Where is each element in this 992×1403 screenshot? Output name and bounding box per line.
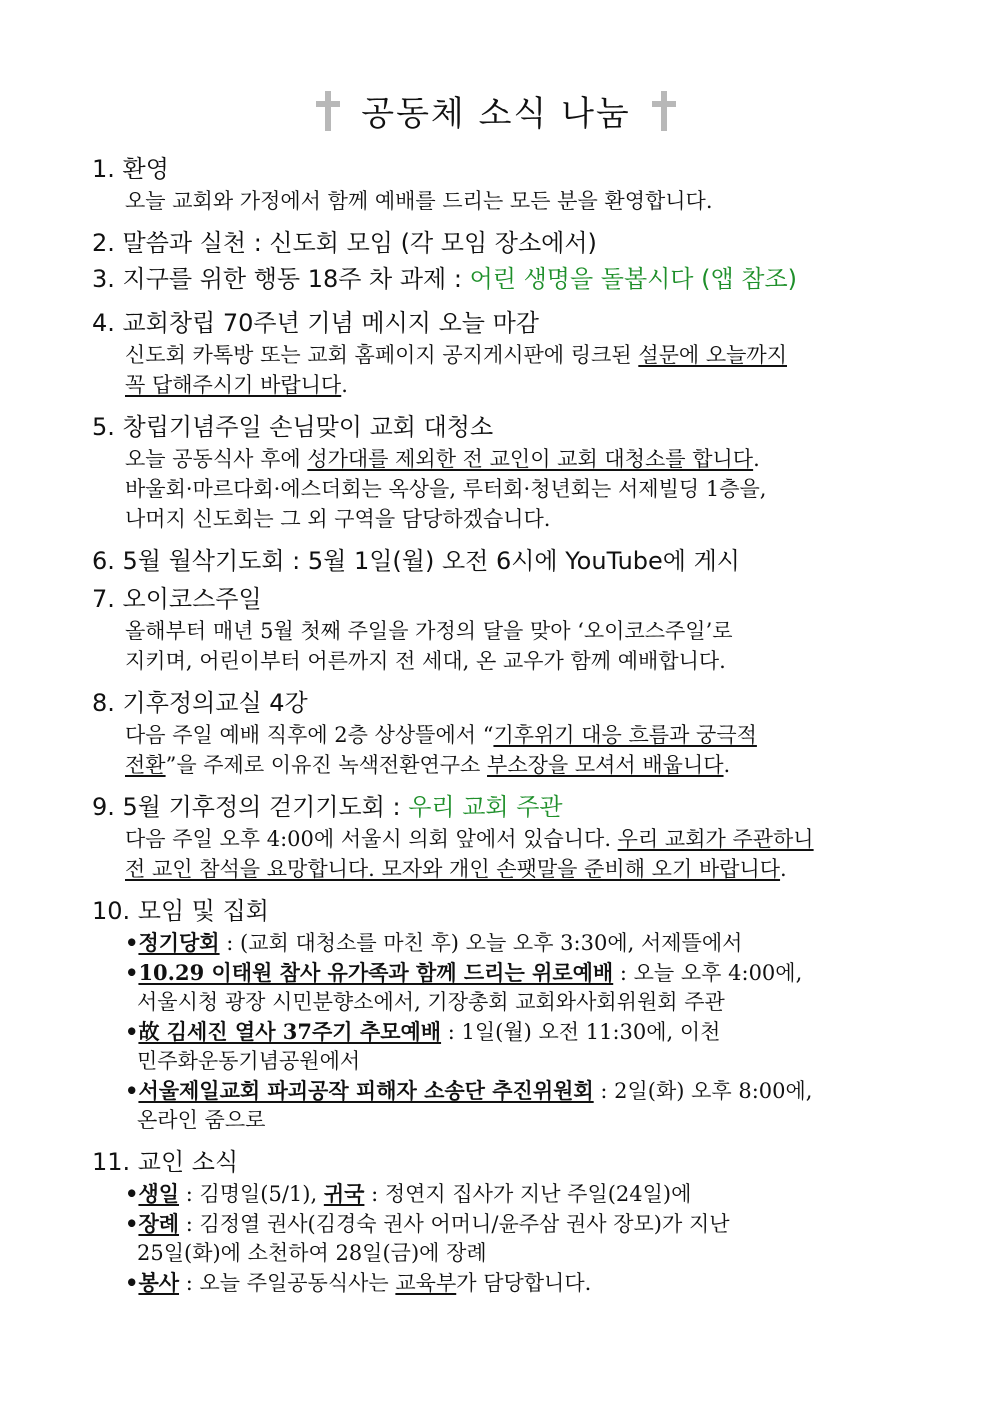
section-climate-class <box>92 686 902 780</box>
section-heading: 4. 교회창립 70주년 기념 메시지 오늘 마감 <box>92 309 539 337</box>
list-item: •봉사 : 오늘 주일공동식사는 교육부가 담당합니다. <box>125 1270 592 1295</box>
list-item: •서울제일교회 파괴공작 피해자 소송단 추진위원회 : 2일(화) 오후 8:00에, 온라인 줌으로 <box>125 1078 813 1132</box>
section-text: 다음 주일 예배 직후에 2층 상상뜰에서 “기후위기 대응 흐름과 궁극적 <box>125 723 757 747</box>
cross-icon <box>649 89 679 133</box>
section-heading: 9. 5월 기후정의 걷기기도회 : 우리 교회 주관 <box>92 793 563 821</box>
announcement-list <box>92 152 902 1308</box>
section-heading: 10. 모임 및 집회 <box>92 897 269 925</box>
section-heading: 3. 지구를 위한 행동 18주 차 과제 : 어린 생명을 돌봅시다 (앱 참조) <box>92 265 798 293</box>
section-heading: 8. 기후정의교실 4강 <box>92 689 308 717</box>
section-word-practice <box>92 226 902 260</box>
section-text: 다음 주일 오후 4:00에 서울시 의회 앞에서 있습니다. 우리 교회가 주관하니 <box>125 827 814 851</box>
list-item: •생일 : 김명일(5/1), 귀국 : 정연지 집사가 지난 주일(24일)에 <box>125 1181 692 1206</box>
section-text: 지키며, 어린이부터 어른까지 전 세대, 온 교우가 함께 예배합니다. <box>125 649 726 673</box>
list-item: •10.29 이태원 참사 유가족과 함께 드리는 위로예배 : 오늘 오후 4:00에, 서울시청 광장 시민분향소에서, 기장총회 교회와사회위원회 주관 <box>125 960 803 1014</box>
section-cleaning <box>92 410 902 534</box>
highlight-text: 우리 교회 주관 <box>408 793 563 821</box>
section-prayer-meeting <box>92 544 902 578</box>
section-earth-action <box>92 262 902 296</box>
section-text: 나머지 신도회는 그 외 구역을 담당하겠습니다. <box>125 507 551 531</box>
section-climate-walk <box>92 790 902 884</box>
section-text: 오늘 공동식사 후에 성가대를 제외한 전 교인이 교회 대청소를 합니다. <box>125 447 760 471</box>
section-heading: 2. 말씀과 실천 : 신도회 모임 (각 모임 장소에서) <box>92 229 597 257</box>
section-meetings <box>92 894 902 1135</box>
section-heading: 6. 5월 월삭기도회 : 5월 1일(월) 오전 6시에 YouTube에 게시 <box>92 547 740 575</box>
section-text: 오늘 교회와 가정에서 함께 예배를 드리는 모든 분을 환영합니다. <box>125 189 713 213</box>
section-text: 꼭 답해주시기 바랍니다. <box>125 373 348 397</box>
section-heading: 11. 교인 소식 <box>92 1148 239 1176</box>
section-heading: 5. 창립기념주일 손님맞이 교회 대청소 <box>92 413 494 441</box>
section-text: 올해부터 매년 5월 첫째 주일을 가정의 달을 맞아 ‘오이코스주일’로 <box>125 619 733 643</box>
section-text: 바울회·마르다회·에스더회는 옥상을, 루터회·청년회는 서제빌딩 1층을, <box>125 477 767 501</box>
cross-icon <box>313 89 343 133</box>
section-text: 신도회 카톡방 또는 교회 홈페이지 공지게시판에 링크된 설문에 오늘까지 <box>125 343 787 367</box>
highlight-text: 어린 생명을 돌봅시다 (앱 참조) <box>469 265 798 293</box>
section-welcome <box>92 152 902 216</box>
section-text: 전환”을 주제로 이유진 녹색전환연구소 부소장을 모셔서 배웁니다. <box>125 753 731 777</box>
page-title: 공동체 소식 나눔 <box>361 94 631 134</box>
section-text: 전 교인 참석을 요망합니다. 모자와 개인 손팻말을 준비해 오기 바랍니다. <box>125 857 787 881</box>
section-oikos-sunday <box>92 582 902 676</box>
section-heading: 7. 오이코스주일 <box>92 585 262 613</box>
section-heading: 1. 환영 <box>92 155 169 183</box>
section-anniversary-message <box>92 306 902 400</box>
list-item: •정기당회 : (교회 대청소를 마친 후) 오늘 오후 3:30에, 서제뜰에서 <box>125 930 743 955</box>
list-item: •장례 : 김정열 권사(김경숙 권사 어머니/윤주삼 권사 장모)가 지난 25일(화)에 소천하여 28일(금)에 장례 <box>125 1211 730 1265</box>
list-item: •故 김세진 열사 37주기 추모예배 : 1일(월) 오전 11:30에, 이천 민주화운동기념공원에서 <box>125 1019 721 1073</box>
title-row <box>0 86 992 135</box>
section-member-news <box>92 1145 902 1298</box>
